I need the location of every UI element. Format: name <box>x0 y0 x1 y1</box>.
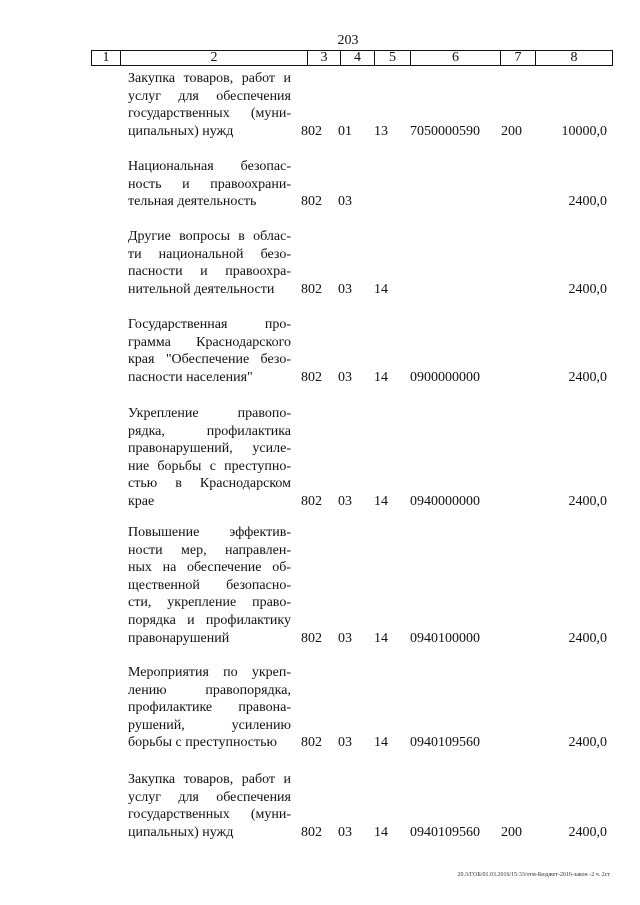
row-code-pr: 14 <box>374 630 388 646</box>
row-code-pr: 13 <box>374 123 388 139</box>
row-code-pr: 14 <box>374 281 388 297</box>
description-line: края "Обеспечение безо- <box>128 352 291 368</box>
row-amount: 2400,0 <box>568 735 607 751</box>
row-code-rz: 03 <box>338 369 352 385</box>
description-line: ности мер, направлен- <box>128 542 291 558</box>
description-line: щественной безопасно- <box>128 577 291 593</box>
column-header-1: 1 <box>92 51 121 65</box>
description-line: крае <box>128 493 155 509</box>
row-code-ved: 802 <box>301 194 322 210</box>
description-line: нительной деятельности <box>128 281 275 297</box>
description-line: порядка и профилактику <box>128 612 291 628</box>
description-line: Закупка товаров, работ и <box>128 71 291 86</box>
row-description <box>128 664 291 752</box>
column-header-8: 8 <box>570 50 578 65</box>
description-line: государственных (муни- <box>128 106 291 122</box>
row-code-csr: 0940000000 <box>410 494 480 509</box>
description-line: борьбы с преступностью <box>128 735 277 751</box>
description-line: услуг для обеспечения <box>128 88 291 104</box>
row-amount: 2400,0 <box>568 824 607 840</box>
description-line: ных на обеспечение об- <box>128 560 291 576</box>
row-code-ved: 802 <box>301 123 322 139</box>
description-line: профилактике правона- <box>128 700 291 716</box>
row-description <box>128 405 291 511</box>
row-description <box>128 316 291 386</box>
description-line: государственных (муни- <box>128 807 291 823</box>
page-number: 203 <box>337 33 359 48</box>
row-code-csr: 0940109560 <box>410 824 480 840</box>
row-code-ved: 802 <box>301 824 322 840</box>
column-header-6: 6 <box>411 51 501 65</box>
description-line: Другие вопросы в облас- <box>128 229 291 244</box>
description-line: сти, укрепление право- <box>128 595 291 611</box>
row-description <box>128 70 291 140</box>
description-line: услуг для обеспечения <box>128 789 291 805</box>
row-description <box>128 228 291 298</box>
description-line: ность и правоохрани- <box>128 176 291 192</box>
description-line: пасности населения" <box>128 369 253 385</box>
row-code-csr: 0900000000 <box>410 369 480 385</box>
column-header-row <box>91 50 613 66</box>
footer-file-stamp: 20.3/ГОБ/01.03.2016/15:33/отм-Бюджет-2016-закон -2 ч. 2ст <box>457 872 610 878</box>
row-code-ved: 802 <box>301 369 322 385</box>
row-code-rz: 01 <box>338 123 352 139</box>
row-amount: 2400,0 <box>568 630 607 646</box>
row-code-rz: 03 <box>338 194 352 210</box>
column-header-4: 4 <box>341 51 375 65</box>
description-line: Мероприятия по укреп- <box>128 665 291 680</box>
row-code-pr: 14 <box>374 824 388 840</box>
row-code-rz: 03 <box>338 824 352 840</box>
description-line: ние борьбы с преступно- <box>128 458 291 474</box>
description-line: тельная деятельность <box>128 194 257 210</box>
description-line: рушений, усилению <box>128 717 291 733</box>
row-code-rz: 03 <box>338 630 352 646</box>
row-amount: 2400,0 <box>568 194 607 210</box>
row-code-rz: 03 <box>338 281 352 297</box>
row-code-pr: 14 <box>374 494 388 509</box>
row-code-vr: 200 <box>501 824 522 840</box>
row-description <box>128 158 291 211</box>
row-code-pr: 14 <box>374 735 388 751</box>
description-line: правонарушений <box>128 630 230 646</box>
description-line: ципальных) нужд <box>128 824 234 840</box>
description-line: Государственная про- <box>128 317 291 332</box>
row-code-csr: 7050000590 <box>410 123 480 139</box>
row-code-pr: 14 <box>374 369 388 385</box>
description-line: Национальная безопас- <box>128 159 291 174</box>
description-line: правонарушений, усиле- <box>128 441 291 457</box>
description-line: рядка, профилактика <box>128 423 291 439</box>
description-line: лению правопорядка, <box>128 682 291 698</box>
description-line: Повышение эффектив- <box>128 525 291 540</box>
column-header-5: 5 <box>375 51 411 65</box>
description-line: ципальных) нужд <box>128 123 234 139</box>
row-description <box>128 771 291 841</box>
description-line: Укрепление правопо- <box>128 406 291 421</box>
row-code-rz: 03 <box>338 735 352 751</box>
row-code-ved: 802 <box>301 630 322 646</box>
description-line: ти национальной безо- <box>128 246 291 262</box>
row-amount: 2400,0 <box>568 494 607 509</box>
row-amount: 2400,0 <box>568 369 607 385</box>
row-code-ved: 802 <box>301 735 322 751</box>
row-code-ved: 802 <box>301 281 322 297</box>
row-amount: 10000,0 <box>561 123 607 139</box>
row-code-vr: 200 <box>501 123 522 139</box>
description-line: грамма Краснодарского <box>128 334 291 350</box>
column-header-3: 3 <box>308 51 341 65</box>
row-code-csr: 0940100000 <box>410 630 480 646</box>
description-line: стью в Краснодарском <box>128 476 291 492</box>
row-amount: 2400,0 <box>568 281 607 297</box>
column-header-7: 7 <box>501 51 536 65</box>
row-code-rz: 03 <box>338 494 352 509</box>
row-code-csr: 0940109560 <box>410 735 480 751</box>
description-line: Закупка товаров, работ и <box>128 772 291 787</box>
row-description <box>128 524 291 647</box>
description-line: пасности и правоохра- <box>128 264 291 280</box>
column-header-2: 2 <box>121 51 308 65</box>
row-code-ved: 802 <box>301 494 322 509</box>
